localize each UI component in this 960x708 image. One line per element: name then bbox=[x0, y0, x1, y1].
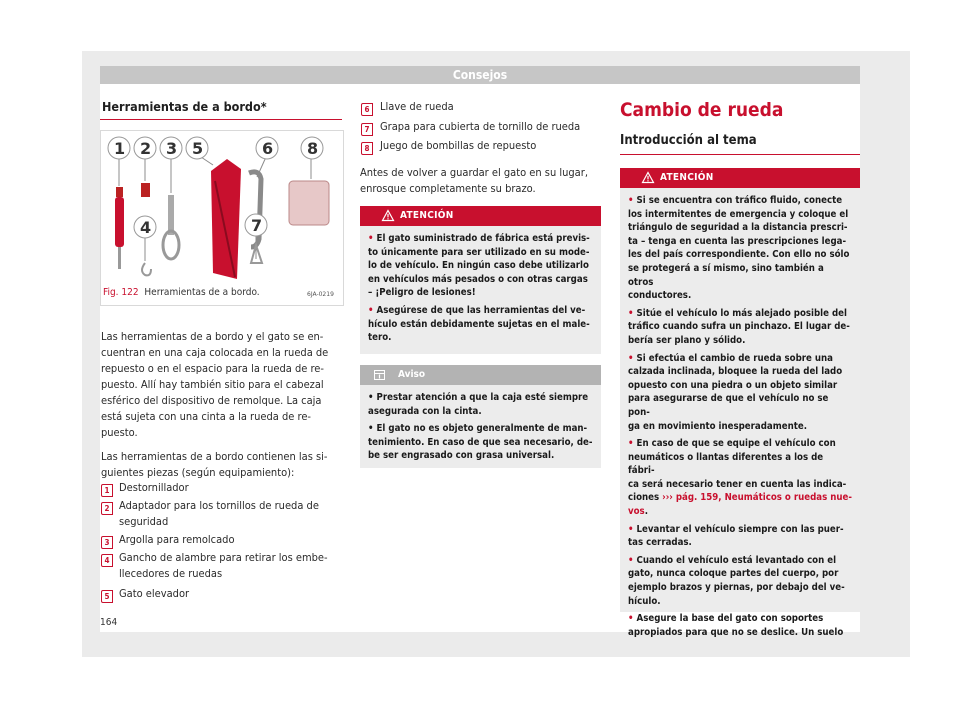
list-item-3: Argolla para remolcado bbox=[119, 533, 235, 546]
note-header bbox=[360, 365, 601, 385]
figure-caption bbox=[103, 287, 260, 298]
warning-title: ATENCIÓN bbox=[400, 210, 454, 221]
item-badge-3: 3 bbox=[101, 536, 113, 549]
subtitle-rule bbox=[620, 154, 860, 155]
warning-body bbox=[360, 226, 601, 355]
list-item-6: Llave de rueda bbox=[380, 100, 454, 113]
page-reference-link[interactable]: ››› pág. 159, Neumáticos o ruedas nue- vos bbox=[628, 492, 852, 518]
warning-icon bbox=[382, 210, 394, 221]
warning-bullet-2: • Asegúrese de que las herramientas del ve- hículo están debidamente sujetas en el male- tero. bbox=[368, 304, 590, 344]
warning-title-right: ATENCIÓN bbox=[660, 172, 714, 183]
wheel-warning-bullet-7: • Asegure la base del gato con soportes apropiados para que no se deslice. Un suelo bbox=[628, 613, 844, 638]
note-body bbox=[360, 385, 601, 473]
wheel-warning-bullet-6: • Cuando el vehículo está levantado con el gato, nunca coloque partes del cuerpo, por ejemplo brazos y piernas, por debajo del ve- hículo. bbox=[628, 554, 845, 607]
wire-hook-drawing bbox=[142, 263, 151, 275]
note-box bbox=[360, 365, 601, 468]
wheel-warning-bullet-2: • Sitúe el vehículo lo más alejado posible del tráfico cuando sufra un pinchazo. El lugar de- bería ser plano y sólido. bbox=[628, 307, 850, 346]
note-title: Aviso bbox=[398, 369, 426, 380]
note-icon bbox=[374, 370, 385, 380]
middle-paragraph-block bbox=[360, 165, 604, 197]
tow-eye-drawing bbox=[163, 195, 179, 259]
callout-2: 2 bbox=[140, 139, 152, 158]
list-item-2: Adaptador para los tornillos de rueda de seguridad bbox=[119, 499, 319, 528]
item-badge-1: 1 bbox=[101, 484, 113, 497]
left-column bbox=[100, 99, 342, 120]
section-title: Herramientas de a bordo* bbox=[102, 99, 267, 114]
wheel-warning-bullet-5: • Levantar el vehículo siempre con las puer- tas cerradas. bbox=[628, 523, 844, 549]
callout-6: 6 bbox=[262, 139, 274, 158]
wheel-warning-bullet-4: • En caso de que se equipe el vehículo con neumáticos o llantas diferentes a los de fábri- ca será necesario tener en cuenta las indica- ciones ››› pág. 159, Neumáticos o ruedas nue- vos. bbox=[628, 438, 852, 518]
list-item-5: Gato elevador bbox=[119, 587, 190, 600]
figure-caption-text: Herramientas de a bordo. bbox=[144, 287, 260, 298]
callout-3: 3 bbox=[166, 139, 178, 158]
warning-header bbox=[360, 206, 601, 226]
note-bullet-1: • Prestar atención a que la caja esté siempre asegurada con la cinta. bbox=[368, 392, 589, 417]
jack-drawing bbox=[211, 159, 241, 279]
item-badge-6: 6 bbox=[361, 103, 373, 116]
adapter-drawing bbox=[141, 183, 150, 197]
item-badge-5: 5 bbox=[101, 590, 113, 603]
contents-paragraph: Las herramientas de a bordo contienen las si- guientes piezas (según equipamiento): bbox=[101, 450, 328, 479]
item-badge-4: 4 bbox=[101, 554, 113, 567]
list-item-7: Grapa para cubierta de tornillo de rueda bbox=[380, 120, 581, 133]
figure-label: Fig. 122 bbox=[103, 287, 139, 298]
list-item-1: Destornillador bbox=[119, 481, 189, 494]
warning-header-right bbox=[620, 168, 860, 188]
wheel-warning-bullet-1: • Si se encuentra con tráfico fluido, conecte los intermitentes de emergencia y coloque el triángulo de seguridad a la distancia prescri- ta – tenga en cuenta las prescripciones lega- les del país correspondiente. Con ello no sólo se protegerá a sí mismo, sino también a otros conductores. bbox=[628, 195, 850, 302]
jack-paragraph: Antes de volver a guardar el gato en su lugar, enrosque completamente su brazo. bbox=[360, 166, 588, 195]
page-number: 164 bbox=[100, 617, 118, 628]
callout-5: 5 bbox=[192, 139, 204, 158]
callout-7: 7 bbox=[251, 216, 263, 235]
callout-1: 1 bbox=[114, 139, 126, 158]
intro-paragraph: Las herramientas de a bordo y el gato se en- cuentran en una caja colocada en la rueda de repuesto o en el espacio para la rueda de re- puesto. Allí hay también sitio para el cabezal esférico del dispositivo de remolque. La caja está sujeta con una cinta a la rueda de re- puesto. bbox=[101, 330, 329, 439]
warning-box-tools bbox=[360, 206, 601, 354]
wheel-warning-bullet-3: • Si efectúa el cambio de rueda sobre una calzada inclinada, bloquee la rueda del lado opuesto con una piedra o un objeto similar para asegurarse de que el vehículo no se pon- ga en movimiento inesperadamente. bbox=[628, 352, 843, 432]
figure-code: 6JA-0219 bbox=[307, 291, 334, 298]
item-badge-2: 2 bbox=[101, 502, 113, 515]
warning-icon bbox=[642, 172, 654, 183]
figure-tools bbox=[100, 130, 344, 306]
left-body bbox=[101, 329, 345, 481]
right-column bbox=[620, 99, 860, 155]
warning-body-right bbox=[620, 188, 860, 649]
warning-box-wheel bbox=[620, 168, 860, 638]
title-rule bbox=[100, 119, 342, 120]
chapter-header: Consejos bbox=[100, 66, 860, 84]
list-item-4: Gancho de alambre para retirar los embe- llecedores de ruedas bbox=[119, 551, 328, 580]
warning-bullet-1: • El gato suministrado de fábrica está previs- to únicamente para ser utilizado en su mode- lo de vehículo. En ningún caso debe utilizarlo en vehículos más pesados o con otras cargas – ¡Peligro de lesiones! bbox=[368, 233, 590, 299]
callout-4: 4 bbox=[140, 218, 152, 237]
chapter-title: Cambio de rueda bbox=[620, 99, 784, 121]
subsection-title: Introducción al tema bbox=[620, 133, 757, 148]
note-bullet-2: • El gato no es objeto generalmente de man- tenimiento. En caso de que sea necesario, de- be ser engrasado con grasa universal. bbox=[368, 423, 593, 462]
bulb-kit-drawing bbox=[289, 181, 329, 225]
callout-8: 8 bbox=[307, 139, 319, 158]
item-badge-7: 7 bbox=[361, 123, 373, 136]
list-item-8: Juego de bombillas de repuesto bbox=[380, 139, 537, 152]
item-badge-8: 8 bbox=[361, 142, 373, 155]
screwdriver-drawing bbox=[115, 187, 124, 269]
